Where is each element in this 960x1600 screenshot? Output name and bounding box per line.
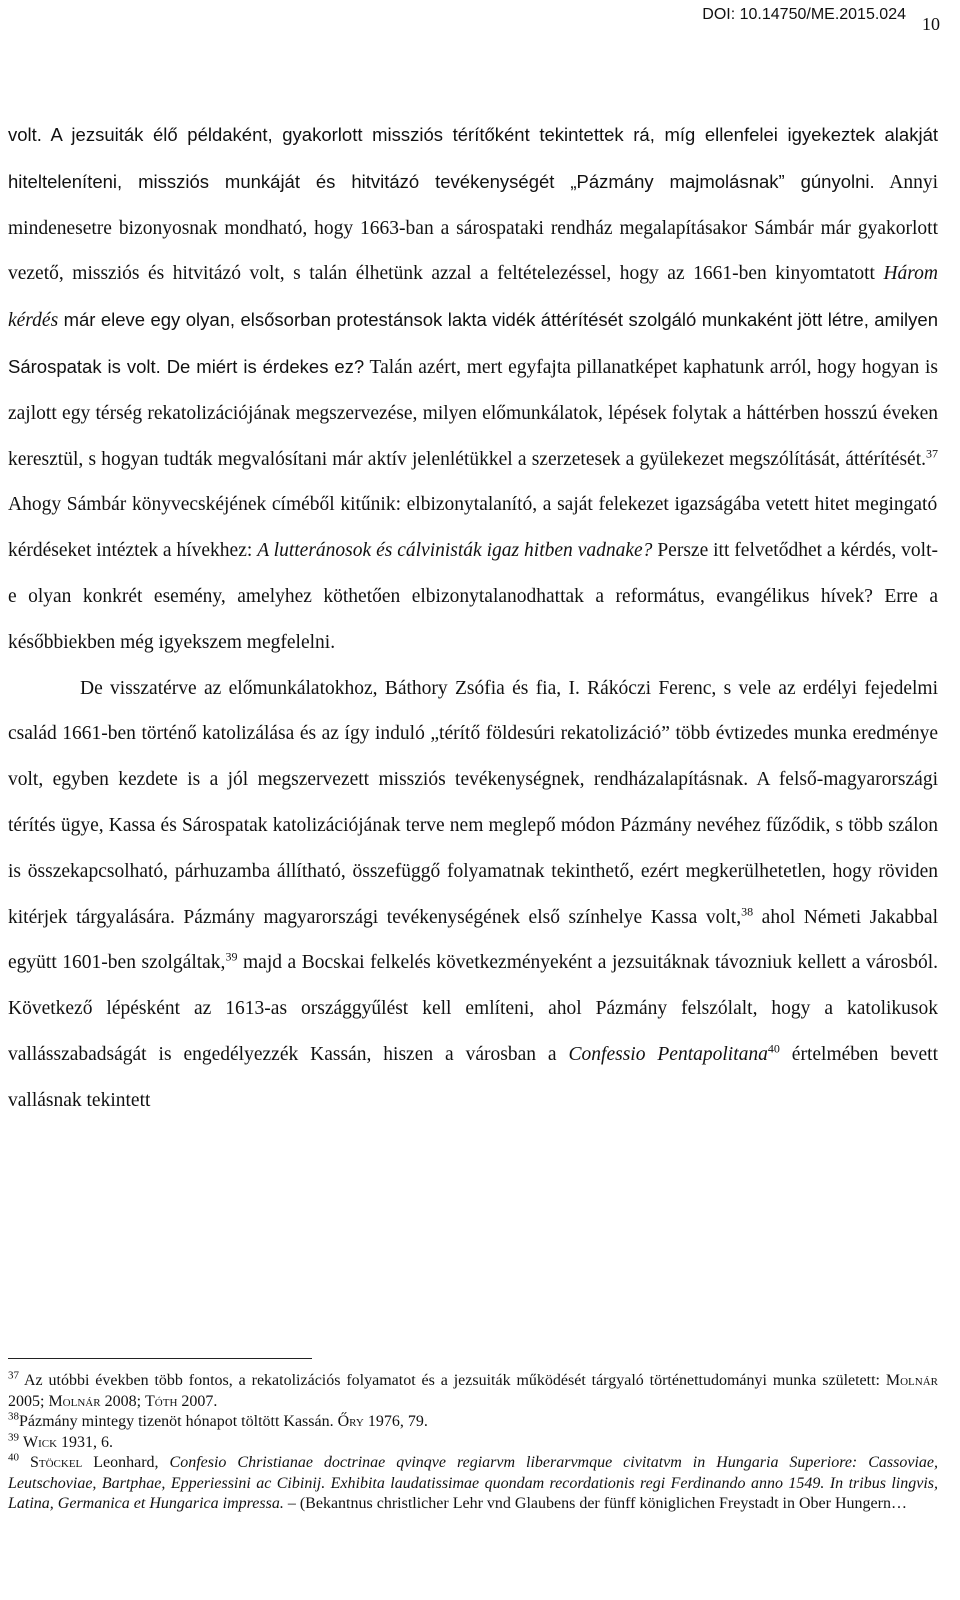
footnote-text: Pázmány mintegy tizenöt hónapot töltött Kassán. [19,1413,338,1430]
footnote-text: Leonhard, [82,1454,170,1471]
paragraph-1 [8,112,938,666]
author-name: Molnár [885,1372,938,1389]
page-header [446,4,946,38]
author-name: Wick [23,1433,58,1451]
sentence: Annyi mindenesetre bizonyosnak mondható, hogy 1663-ban a sárospataki rendház megalapításakor Sámbár már gyakorlott vezető, missziós és hitvitázó volt, s talán élhetünk azzal a feltételezéssel, hogy az 1661-ben kinyomtatott [8,171,938,285]
author-name: Stöckel [29,1454,83,1471]
sentence: Persze itt felvetődhet a kérdés, volt-e olyan konkrét esemény, amelyhez köthetően elbizonytalanodhattak a református, evangélikus hívek? Erre a későbbiekben még igyekszem megfelelni. [8,540,939,653]
book-title: A lutteránosok és cálvinisták igaz hitben vadnake? [257,540,653,562]
body-text [8,112,938,1124]
footnote-number: 38 [8,1410,19,1423]
footnote-text: 1931, 6. [57,1433,114,1451]
footnote-38 [8,1412,938,1433]
book-title: Confesio Christianae doctrinae qvinqve regiarvm liberarvmque civitatvm in Hungaria Superiore: Cassoviae, Leutschoviae, Bartphae, Epperiessini ac Cibinij. Exhibita laudatissimae quondam recordationis regi Ferdinando anno 1549. In tribus lingvis, Latina, Germanica et Hungarica impressa. [8,1454,939,1512]
book-title: Confessio Pentapolitana [568,1043,768,1065]
footnote-37 [8,1371,938,1412]
footnotes [8,1363,938,1515]
sentence: ahol Németi Jakabbal együtt 1601-ben szolgáltak, [8,906,938,974]
footnote-40 [8,1453,938,1515]
footnote-number: 37 [8,1369,19,1382]
sentence: Talán azért, mert egyfajta pillanatképet kaphatunk arról, hogy hogyan is zajlott egy térség rekatolizációjának megszervezése, milyen előmunkálatok, lépések folytak a háttérben hosszú éveken keresztül, s hogyan tudták megvalósítani már aktív jelenlétükkel a szerzetesek a gyülekezet megszólítását, áttérítését. [8,356,938,470]
author-name: Őry [337,1413,364,1430]
sentence: majd a Bocskai felkelés következményeként a jezsuitáknak távozniuk kellett a városból. Következő lépésként az 1613-as országgyűlést kell említeni, ahol Pázmány felszólalt, hogy a katolikusok vallásszabadságát is engedélyezzék Kassán, hiszen a városban a [8,952,938,1065]
footnote-separator [8,1358,312,1359]
paragraph-2 [8,666,938,1124]
footnote-number: 39 [8,1431,19,1444]
footnote-text: 2007. [177,1392,218,1410]
footnote-text: Az utóbbi években több fontos, a rekatolizációs folyamatot és a jezsuiták működését tárgyaló történettudományi munka született: [24,1372,886,1389]
doi-label: DOI: 10.14750/ME.2015.024 [702,6,906,23]
page-number: 10 [922,14,940,34]
footnote-ref-39[interactable]: 39 [225,949,238,964]
sentence: már eleve egy olyan, elsősorban protestánsok lakta vidék áttérítését szolgáló munkaként jött létre, amilyen Sárospatak is volt. De miért is érdekes ez? [8,309,938,377]
footnote-text: 2005; [8,1392,49,1410]
footnote-number: 40 [8,1451,19,1464]
sentence: volt. A jezsuiták élő példaként, gyakorlott missziós térítőként tekintettek rá, míg ellenfelei igyekeztek alakját hitelteleníteni, missziós munkáját és hitvitázó tevékenységét „Pázmány majmolásnak” gúnyolni. [8,124,938,192]
sentence: De visszatérve az előmunkálatokhoz, Báthory Zsófia és fia, I. Rákóczi Ferenc, s vele az erdélyi fejedelmi család 1661-ben történő katolizálása és az így induló „térítő földesúri rekatolizáció” több évtizedes munka eredménye volt, egyben kezdete is a jól megszervezett missziós tevékenységnek, rendházalapításnak. A felső-magyarországi térítés ügye, Kassa és Sárospatak katolizációjának terve nem meglepő módon Pázmány nevéhez fűződik, s több szálon is összekapcsolható, párhuzamba állítható, összefüggő folyamatnak tekinthető, ezért megkerülhetetlen, hogy röviden kitérjek tárgyalására. Pázmány magyarországi tevékenységének első színhelye Kassa volt, [8,677,938,928]
author-name: Tóth [145,1392,178,1410]
author-name: Molnár [48,1392,101,1410]
sentence: Ahogy Sámbár könyvecskéjének címéből kitűnik: elbizonytalanító, a saját felekezet igazságába vetett hitet megingató kérdéseket intéztek a hívekhez: [8,494,938,562]
footnote-ref-37[interactable]: 37 [926,446,938,461]
footnote-39 [8,1433,938,1454]
footnote-text: 2008; [100,1392,146,1410]
footnote-ref-40[interactable]: 40 [767,1041,780,1056]
book-title: Három kérdés [8,263,938,332]
footnote-text: 1976, 79. [363,1413,428,1430]
footnote-ref-38[interactable]: 38 [741,904,754,919]
footnote-text: – (Bekantnus christlicher Lehr vnd Glaubens der fünff königlichen Freystadt in Ober Hungern… [283,1495,907,1512]
sentence: értelmében bevett vallásnak tekintett [8,1043,938,1111]
